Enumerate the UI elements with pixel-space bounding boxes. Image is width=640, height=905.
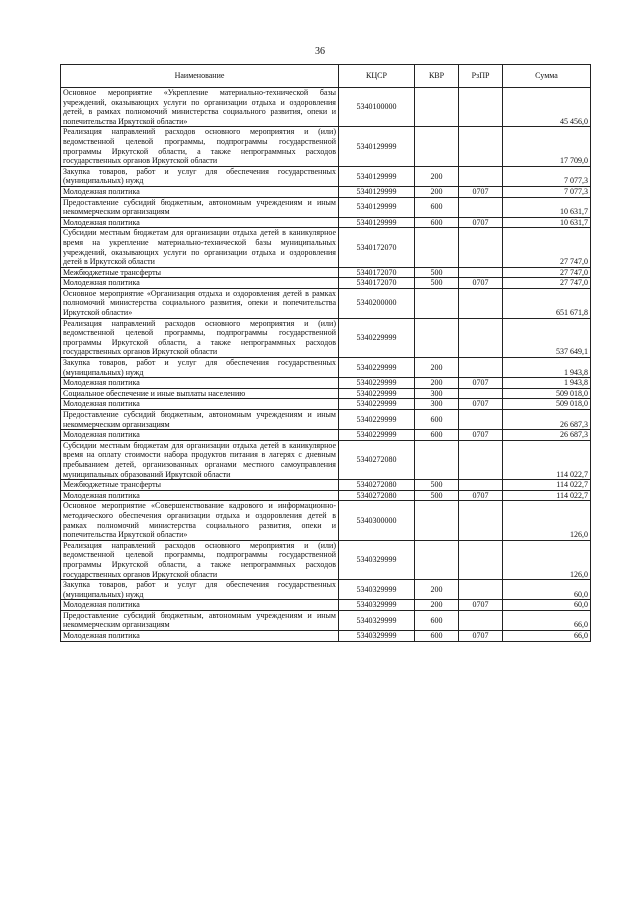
cell-kvr: 600 xyxy=(415,610,459,630)
cell-rzpr: 0707 xyxy=(459,631,503,642)
cell-kvr: 200 xyxy=(415,186,459,197)
cell-kcsr: 5340272080 xyxy=(339,480,415,491)
cell-name: Молодежная политика xyxy=(61,490,339,501)
cell-kvr: 200 xyxy=(415,378,459,389)
cell-name: Закупка товаров, работ и услуг для обеспечения государственных (муниципальных) нужд xyxy=(61,580,339,600)
cell-rzpr: 0707 xyxy=(459,430,503,441)
cell-rzpr xyxy=(459,127,503,166)
table-row xyxy=(61,318,591,357)
cell-name: Межбюджетные трансферты xyxy=(61,480,339,491)
cell-kvr: 500 xyxy=(415,480,459,491)
cell-kcsr: 5340172070 xyxy=(339,228,415,267)
cell-rzpr: 0707 xyxy=(459,600,503,611)
table-row xyxy=(61,480,591,491)
cell-sum: 27 747,0 xyxy=(503,228,591,267)
cell-kcsr: 5340229999 xyxy=(339,378,415,389)
table-row xyxy=(61,399,591,410)
table-row xyxy=(61,580,591,600)
cell-name: Предоставление субсидий бюджетным, автономным учреждениям и иным некоммерческим организациям xyxy=(61,410,339,430)
cell-sum: 26 687,3 xyxy=(503,410,591,430)
cell-name: Молодежная политика xyxy=(61,399,339,410)
cell-kcsr: 5340272080 xyxy=(339,490,415,501)
table-row xyxy=(61,127,591,166)
cell-kcsr: 5340129999 xyxy=(339,197,415,217)
cell-rzpr: 0707 xyxy=(459,278,503,289)
cell-kcsr: 5340229999 xyxy=(339,388,415,399)
cell-kcsr: 5340329999 xyxy=(339,540,415,579)
cell-name: Молодежная политика xyxy=(61,631,339,642)
table-row xyxy=(61,430,591,441)
cell-kcsr: 5340329999 xyxy=(339,580,415,600)
cell-name: Молодежная политика xyxy=(61,278,339,289)
cell-rzpr xyxy=(459,228,503,267)
cell-sum: 114 022,7 xyxy=(503,440,591,479)
cell-name: Молодежная политика xyxy=(61,600,339,611)
budget-table xyxy=(60,64,591,642)
header-sum: Сумма xyxy=(503,65,591,88)
table-row xyxy=(61,358,591,378)
table-row xyxy=(61,186,591,197)
cell-name: Предоставление субсидий бюджетным, автономным учреждениям и иным некоммерческим организациям xyxy=(61,610,339,630)
table-row xyxy=(61,278,591,289)
cell-rzpr xyxy=(459,501,503,540)
cell-sum: 27 747,0 xyxy=(503,278,591,289)
cell-sum: 114 022,7 xyxy=(503,490,591,501)
cell-kvr: 500 xyxy=(415,490,459,501)
cell-rzpr xyxy=(459,288,503,318)
cell-kvr xyxy=(415,318,459,357)
cell-kvr xyxy=(415,288,459,318)
cell-name: Молодежная политика xyxy=(61,430,339,441)
table-row xyxy=(61,410,591,430)
cell-kvr xyxy=(415,127,459,166)
cell-name: Основное мероприятие «Укрепление материально-технической базы учреждений, оказывающих услуги по организации отдыха и оздоровления детей, в рамках полномочий министерства социального развития, опеки и попечительства Иркутской области» xyxy=(61,88,339,127)
cell-kcsr: 5340229999 xyxy=(339,399,415,410)
cell-rzpr xyxy=(459,197,503,217)
table-row xyxy=(61,217,591,228)
cell-rzpr xyxy=(459,318,503,357)
table-row xyxy=(61,610,591,630)
cell-rzpr xyxy=(459,480,503,491)
cell-kcsr: 5340329999 xyxy=(339,610,415,630)
cell-kvr: 500 xyxy=(415,267,459,278)
cell-sum: 7 077,3 xyxy=(503,186,591,197)
cell-name: Субсидии местным бюджетам для организации отдыха детей в каникулярное время на оплату стоимости набора продуктов питания в лагерях с дневным пребыванием детей, организованных органами местного самоуправления муниципальных образований Иркутской области xyxy=(61,440,339,479)
table-row xyxy=(61,490,591,501)
table-row xyxy=(61,631,591,642)
cell-sum: 45 456,0 xyxy=(503,88,591,127)
cell-kvr: 500 xyxy=(415,278,459,289)
cell-name: Основное мероприятие «Организация отдыха и оздоровления детей в рамках полномочий министерства социального развития, опеки и попечительства Иркутской области» xyxy=(61,288,339,318)
cell-sum: 1 943,8 xyxy=(503,358,591,378)
cell-sum: 66,0 xyxy=(503,631,591,642)
cell-name: Основное мероприятие «Совершенствование кадрового и информационно-методического обеспечения организации отдыха и оздоровления детей в рамках полномочий министерства социального развития, опеки и попечительства Иркутской области» xyxy=(61,501,339,540)
table-row xyxy=(61,197,591,217)
header-rzpr: РзПР xyxy=(459,65,503,88)
cell-sum: 1 943,8 xyxy=(503,378,591,389)
cell-rzpr xyxy=(459,166,503,186)
cell-sum: 17 709,0 xyxy=(503,127,591,166)
cell-kcsr: 5340329999 xyxy=(339,600,415,611)
cell-kvr xyxy=(415,228,459,267)
cell-rzpr xyxy=(459,388,503,399)
cell-kcsr: 5340100000 xyxy=(339,88,415,127)
cell-kvr: 300 xyxy=(415,399,459,410)
cell-rzpr xyxy=(459,88,503,127)
cell-kcsr: 5340300000 xyxy=(339,501,415,540)
cell-name: Закупка товаров, работ и услуг для обеспечения государственных (муниципальных) нужд xyxy=(61,358,339,378)
cell-kvr: 300 xyxy=(415,388,459,399)
cell-kcsr: 5340129999 xyxy=(339,166,415,186)
cell-rzpr: 0707 xyxy=(459,399,503,410)
cell-name: Субсидии местным бюджетам для организации отдыха детей в каникулярное время на укрепление материально-технической базы муниципальных учреждений, оказывающих услуги по организации отдыха и оздоровления детей в Иркутской области xyxy=(61,228,339,267)
cell-kcsr: 5340129999 xyxy=(339,127,415,166)
cell-sum: 537 649,1 xyxy=(503,318,591,357)
page-number: 36 xyxy=(315,46,325,57)
header-kcsr: КЦСР xyxy=(339,65,415,88)
cell-kcsr: 5340329999 xyxy=(339,631,415,642)
header-kvr: КВР xyxy=(415,65,459,88)
table-row xyxy=(61,166,591,186)
table-row xyxy=(61,600,591,611)
cell-sum: 26 687,3 xyxy=(503,430,591,441)
table-row xyxy=(61,388,591,399)
cell-kvr: 600 xyxy=(415,631,459,642)
cell-name: Социальное обеспечение и иные выплаты населению xyxy=(61,388,339,399)
cell-kvr: 200 xyxy=(415,358,459,378)
cell-kvr: 200 xyxy=(415,580,459,600)
cell-sum: 27 747,0 xyxy=(503,267,591,278)
cell-sum: 509 018,0 xyxy=(503,388,591,399)
cell-sum: 126,0 xyxy=(503,501,591,540)
header-name: Наименование xyxy=(61,65,339,88)
cell-name: Молодежная политика xyxy=(61,217,339,228)
cell-sum: 66,0 xyxy=(503,610,591,630)
cell-sum: 60,0 xyxy=(503,600,591,611)
cell-sum: 60,0 xyxy=(503,580,591,600)
table-header-row xyxy=(61,65,591,88)
cell-kvr: 600 xyxy=(415,217,459,228)
cell-name: Реализация направлений расходов основного мероприятия и (или) ведомственной целевой программы, подпрограммы государственной программы Иркутской области, а также непрограммных расходов государственных органов Иркутской области xyxy=(61,127,339,166)
cell-kvr xyxy=(415,501,459,540)
cell-kcsr: 5340229999 xyxy=(339,430,415,441)
cell-sum: 114 022,7 xyxy=(503,480,591,491)
cell-sum: 126,0 xyxy=(503,540,591,579)
cell-rzpr xyxy=(459,358,503,378)
cell-kvr: 200 xyxy=(415,600,459,611)
table-row xyxy=(61,540,591,579)
cell-rzpr xyxy=(459,580,503,600)
cell-rzpr xyxy=(459,410,503,430)
cell-sum: 509 018,0 xyxy=(503,399,591,410)
cell-kcsr: 5340272080 xyxy=(339,440,415,479)
cell-rzpr: 0707 xyxy=(459,217,503,228)
cell-sum: 651 671,8 xyxy=(503,288,591,318)
cell-kvr: 200 xyxy=(415,166,459,186)
cell-kvr: 600 xyxy=(415,430,459,441)
cell-rzpr: 0707 xyxy=(459,378,503,389)
cell-kcsr: 5340229999 xyxy=(339,318,415,357)
cell-kvr: 600 xyxy=(415,197,459,217)
cell-rzpr xyxy=(459,440,503,479)
cell-rzpr xyxy=(459,267,503,278)
cell-sum: 7 077,3 xyxy=(503,166,591,186)
cell-name: Предоставление субсидий бюджетным, автономным учреждениям и иным некоммерческим организациям xyxy=(61,197,339,217)
cell-kcsr: 5340129999 xyxy=(339,217,415,228)
cell-kvr xyxy=(415,88,459,127)
cell-name: Реализация направлений расходов основного мероприятия и (или) ведомственной целевой программы, подпрограммы государственной программы Иркутской области, а также непрограммных расходов государственных органов Иркутской области xyxy=(61,318,339,357)
cell-kcsr: 5340200000 xyxy=(339,288,415,318)
cell-name: Межбюджетные трансферты xyxy=(61,267,339,278)
cell-sum: 10 631,7 xyxy=(503,217,591,228)
cell-rzpr xyxy=(459,610,503,630)
table-row xyxy=(61,378,591,389)
cell-rzpr: 0707 xyxy=(459,186,503,197)
cell-rzpr: 0707 xyxy=(459,490,503,501)
cell-name: Молодежная политика xyxy=(61,186,339,197)
cell-kcsr: 5340229999 xyxy=(339,410,415,430)
table-row xyxy=(61,228,591,267)
table-row xyxy=(61,501,591,540)
cell-kcsr: 5340129999 xyxy=(339,186,415,197)
cell-rzpr xyxy=(459,540,503,579)
cell-kcsr: 5340172070 xyxy=(339,278,415,289)
cell-name: Молодежная политика xyxy=(61,378,339,389)
table-row xyxy=(61,288,591,318)
cell-kcsr: 5340229999 xyxy=(339,358,415,378)
cell-name: Реализация направлений расходов основного мероприятия и (или) ведомственной целевой программы, подпрограммы государственной программы Иркутской области, а также непрограммных расходов государственных органов Иркутской области xyxy=(61,540,339,579)
cell-kcsr: 5340172070 xyxy=(339,267,415,278)
table-row xyxy=(61,88,591,127)
cell-kvr xyxy=(415,540,459,579)
cell-name: Закупка товаров, работ и услуг для обеспечения государственных (муниципальных) нужд xyxy=(61,166,339,186)
table-row xyxy=(61,440,591,479)
cell-kvr xyxy=(415,440,459,479)
table-row xyxy=(61,267,591,278)
cell-sum: 10 631,7 xyxy=(503,197,591,217)
cell-kvr: 600 xyxy=(415,410,459,430)
